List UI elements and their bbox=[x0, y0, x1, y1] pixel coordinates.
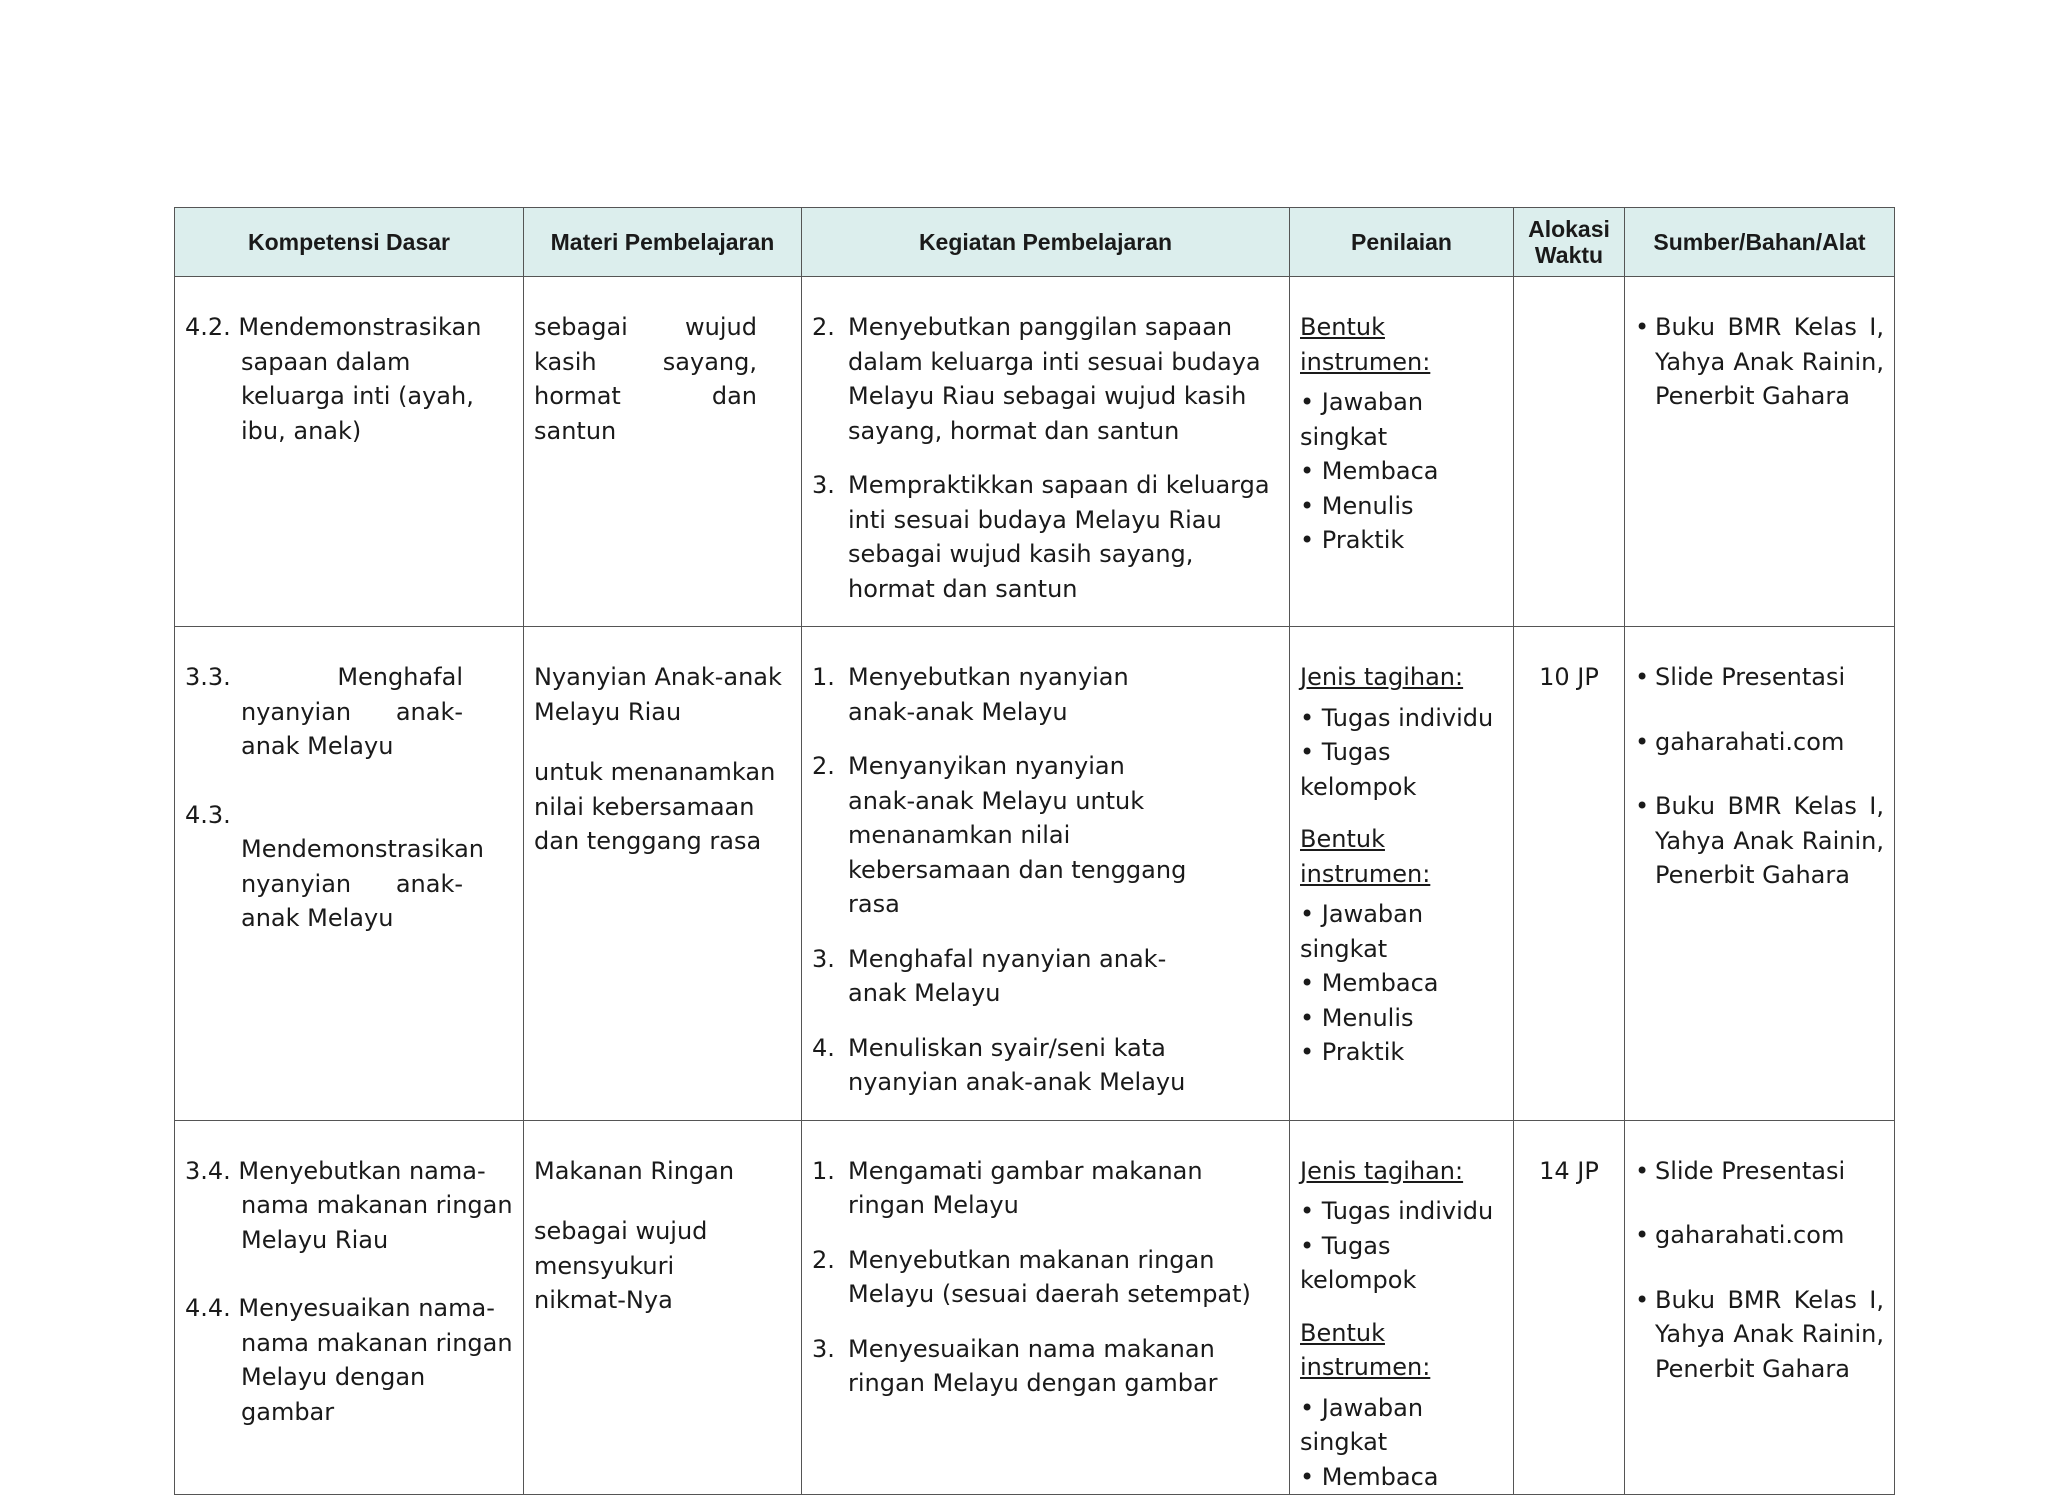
header-kompetensi-dasar: Kompetensi Dasar bbox=[175, 208, 524, 277]
list-item: • Jawaban singkat bbox=[1300, 1393, 1424, 1456]
table-row bbox=[175, 627, 1895, 1121]
penilaian-group bbox=[1300, 310, 1503, 558]
list-item bbox=[1635, 1283, 1884, 1387]
cell-penilaian bbox=[1290, 1120, 1514, 1495]
header-penilaian: Penilaian bbox=[1290, 208, 1514, 277]
item-number: 3. bbox=[812, 471, 835, 499]
list-item: • Jawaban singkat bbox=[1300, 900, 1424, 963]
list-item bbox=[812, 942, 1189, 1011]
cell-kompetensi-dasar bbox=[175, 627, 524, 1121]
list-item: • Membaca bbox=[1300, 969, 1439, 997]
bullet-icon: • bbox=[1635, 1156, 1650, 1185]
kd-item: 3.3. Menghafal nyanyian anak-anak Melayu bbox=[185, 663, 463, 760]
materi-text: untuk menanamkan nilai kebersamaan dan tenggang rasa bbox=[534, 758, 776, 855]
list-item: • Praktik bbox=[1300, 1038, 1405, 1066]
item-number: 2. bbox=[812, 1245, 835, 1274]
list-item bbox=[1635, 1218, 1884, 1253]
penilaian-list bbox=[1300, 701, 1503, 805]
cell-materi bbox=[524, 1120, 802, 1495]
kegiatan-text: Menyebutkan makanan ringan Melayu (sesuai daerah setempat) bbox=[848, 1245, 1251, 1308]
kegiatan-text: Menyebutkan panggilan sapaan dalam keluarga inti sesuai budaya Melayu Riau sebagai wujud kasih sayang, hormat dan santun bbox=[848, 313, 1261, 445]
sumber-list bbox=[1635, 1154, 1884, 1387]
item-number: 3. bbox=[812, 1334, 835, 1363]
materi-text: Makanan Ringan bbox=[534, 1156, 735, 1185]
list-item: • Jawaban singkat bbox=[1300, 388, 1424, 451]
header-materi: Materi Pembelajaran bbox=[524, 208, 802, 277]
kd-item: 3.4. Menyebutkan nama-nama makanan ringan Melayu Riau bbox=[185, 1156, 513, 1254]
list-item: • Membaca bbox=[1300, 457, 1439, 485]
penilaian-heading: Bentuk instrumen: bbox=[1300, 1318, 1431, 1381]
penilaian-heading: Bentuk instrumen: bbox=[1300, 313, 1431, 376]
cell-kompetensi-dasar bbox=[175, 277, 524, 627]
penilaian-group bbox=[1300, 1316, 1503, 1495]
sumber-text: Buku BMR Kelas I, Yahya Anak Rainin, Penerbit Gahara bbox=[1655, 1285, 1884, 1383]
item-number: 2. bbox=[812, 313, 835, 341]
kegiatan-text: Menghafal nyanyian anak-anak Melayu bbox=[848, 944, 1167, 1007]
list-item: • Tugas kelompok bbox=[1300, 738, 1417, 801]
cell-sumber bbox=[1625, 1120, 1895, 1495]
list-item: • Tugas individu bbox=[1300, 703, 1494, 732]
kd-item: 4.3. Mendemonstrasikan nyanyian anak-anak Melayu bbox=[185, 800, 485, 932]
list-item bbox=[812, 468, 1279, 606]
header-kegiatan: Kegiatan Pembelajaran bbox=[802, 208, 1290, 277]
silabus-table bbox=[174, 207, 1895, 1495]
cell-sumber bbox=[1625, 277, 1895, 627]
list-item: • Menulis bbox=[1300, 491, 1414, 520]
bullet-icon: • bbox=[1635, 1285, 1650, 1314]
cell-penilaian bbox=[1290, 627, 1514, 1121]
kegiatan-list bbox=[812, 310, 1279, 606]
cell-kegiatan bbox=[802, 1120, 1290, 1495]
list-item bbox=[1635, 660, 1884, 695]
cell-alokasi: 10 JP bbox=[1514, 627, 1625, 1121]
list-item: • Menulis bbox=[1300, 1003, 1414, 1032]
list-item: • Tugas individu bbox=[1300, 1197, 1494, 1225]
list-item bbox=[812, 310, 1279, 448]
list-item bbox=[1635, 789, 1884, 893]
item-number: 4. bbox=[812, 1033, 835, 1062]
list-item bbox=[1635, 310, 1884, 414]
cell-materi bbox=[524, 627, 802, 1121]
list-item bbox=[812, 1154, 1279, 1223]
sumber-list bbox=[1635, 660, 1884, 893]
list-item bbox=[812, 1243, 1279, 1312]
list-item bbox=[812, 660, 1189, 729]
sumber-list bbox=[1635, 310, 1884, 414]
kegiatan-list bbox=[812, 660, 1279, 1100]
list-item bbox=[1635, 725, 1884, 760]
penilaian-group bbox=[1300, 822, 1503, 1070]
kegiatan-text: Menyesuaikan nama makanan ringan Melayu dengan gambar bbox=[848, 1334, 1218, 1397]
sumber-text: Buku BMR Kelas I, Yahya Anak Rainin, Penerbit Gahara bbox=[1655, 313, 1884, 410]
header-alokasi-line1: Alokasi bbox=[1528, 215, 1610, 242]
list-item bbox=[1635, 1154, 1884, 1189]
item-number: 3. bbox=[812, 944, 835, 973]
list-item: • Membaca bbox=[1300, 1462, 1439, 1491]
cell-alokasi bbox=[1514, 277, 1625, 627]
penilaian-list bbox=[1300, 1194, 1503, 1298]
bullet-icon: • bbox=[1635, 1221, 1650, 1249]
kegiatan-text: Menyebutkan nyanyian anak-anak Melayu bbox=[848, 663, 1129, 726]
header-sumber: Sumber/Bahan/Alat bbox=[1625, 208, 1895, 277]
list-item: • Tugas kelompok bbox=[1300, 1231, 1417, 1294]
penilaian-group bbox=[1300, 1154, 1503, 1298]
penilaian-heading: Bentuk instrumen: bbox=[1300, 825, 1431, 888]
bullet-icon: • bbox=[1635, 727, 1650, 756]
table-row bbox=[175, 277, 1895, 627]
cell-alokasi: 14 JP bbox=[1514, 1120, 1625, 1495]
kegiatan-text: Menyanyikan nyanyian anak-anak Melayu untuk menanamkan nilai kebersamaan dan tenggang rasa bbox=[848, 752, 1187, 918]
kd-item: 4.4. Menyesuaikan nama-nama makanan ringan Melayu dengan gambar bbox=[185, 1294, 513, 1426]
cell-kompetensi-dasar bbox=[175, 1120, 524, 1495]
sumber-text: gaharahati.com bbox=[1655, 1221, 1845, 1249]
header-row bbox=[175, 208, 1895, 277]
penilaian-list bbox=[1300, 1391, 1503, 1495]
bullet-icon: • bbox=[1635, 313, 1650, 341]
penilaian-heading: Jenis tagihan: bbox=[1300, 663, 1464, 691]
materi-text: Nyanyian Anak-anak Melayu Riau bbox=[534, 663, 782, 726]
kegiatan-list bbox=[812, 1154, 1279, 1401]
kegiatan-text: Mempraktikkan sapaan di keluarga inti sesuai budaya Melayu Riau sebagai wujud kasih sayang, hormat dan santun bbox=[848, 471, 1270, 603]
list-item bbox=[812, 1332, 1279, 1401]
kegiatan-text: Menuliskan syair/seni kata nyanyian anak-anak Melayu bbox=[848, 1033, 1186, 1096]
header-alokasi-line2: Waktu bbox=[1534, 242, 1604, 268]
bullet-icon: • bbox=[1635, 792, 1650, 820]
sumber-text: Buku BMR Kelas I, Yahya Anak Rainin, Penerbit Gahara bbox=[1655, 792, 1884, 889]
materi-text: sebagai wujud mensyukuri nikmat-Nya bbox=[534, 1217, 708, 1314]
cell-kegiatan bbox=[802, 277, 1290, 627]
penilaian-heading: Jenis tagihan: bbox=[1300, 1156, 1464, 1185]
list-item: • Praktik bbox=[1300, 526, 1405, 554]
penilaian-group bbox=[1300, 660, 1503, 804]
cell-penilaian bbox=[1290, 277, 1514, 627]
sumber-text: gaharahati.com bbox=[1655, 727, 1845, 756]
header-alokasi-waktu bbox=[1514, 208, 1625, 277]
list-item bbox=[812, 749, 1189, 922]
sumber-text: Slide Presentasi bbox=[1655, 1156, 1846, 1185]
bullet-icon: • bbox=[1635, 663, 1650, 691]
kd-item: 4.2. Mendemonstrasikan sapaan dalam keluarga inti (ayah, ibu, anak) bbox=[185, 313, 482, 445]
item-number: 2. bbox=[812, 752, 835, 780]
sumber-text: Slide Presentasi bbox=[1655, 663, 1846, 691]
penilaian-list bbox=[1300, 897, 1503, 1070]
cell-sumber bbox=[1625, 627, 1895, 1121]
cell-kegiatan bbox=[802, 627, 1290, 1121]
materi-text: sebagai wujud kasih sayang, hormat dan santun bbox=[534, 313, 757, 445]
item-number: 1. bbox=[812, 1156, 835, 1185]
table-row bbox=[175, 1120, 1895, 1495]
kegiatan-text: Mengamati gambar makanan ringan Melayu bbox=[848, 1156, 1203, 1219]
list-item bbox=[812, 1031, 1189, 1100]
item-number: 1. bbox=[812, 663, 835, 691]
penilaian-list bbox=[1300, 385, 1503, 558]
cell-materi bbox=[524, 277, 802, 627]
